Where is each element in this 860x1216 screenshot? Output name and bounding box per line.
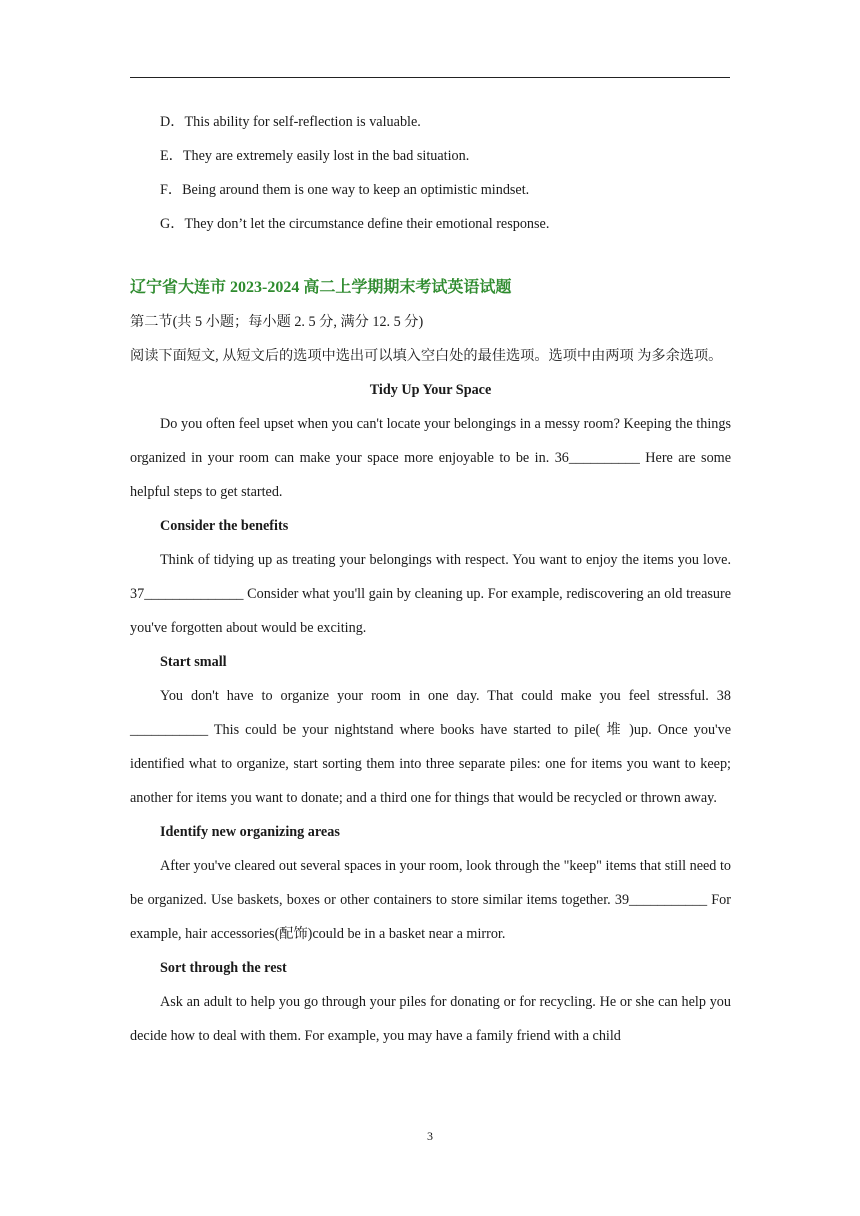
passage-intro: Do you often feel upset when you can't locate your belongings in a messy room? Keeping the things organized in your room can make your space more enjoyable to be in. 36__________ Here are some helpful steps to get started. (130, 416, 731, 500)
page-number: 3 (427, 1129, 433, 1143)
section-heading: Start small (160, 654, 227, 670)
section-paragraph: After you've cleared out several spaces in your room, look through the "keep" items that still need to be organized. Use baskets, boxes or other containers to store similar items together. 39___________ For example, hair accessories(配饰)could be in a basket near a mirror. (130, 858, 731, 942)
option-f: F．Being around them is one way to keep an optimistic mindset. (160, 182, 530, 198)
section-paragraph: You don't have to organize your room in one day. That could make you feel stressful. 38 ___________ This could be your nightstand where books have started to pile( 堆 )up. Once you've identified what to organize, start sorting them into three separate piles: one for items you want to keep; another for items you want to donate; and a third one for things that would be recycled or thrown away. (130, 688, 731, 806)
option-d: D．This ability for self-reflection is valuable. (160, 114, 421, 130)
section-paragraph: Ask an adult to help you go through your piles for donating or for recycling. He or she can help you decide how to deal with them. For example, you may have a family friend with a child (130, 994, 731, 1044)
section-heading: Sort through the rest (160, 960, 287, 976)
passage-title: Tidy Up Your Space (369, 382, 492, 398)
section-title: 辽宁省大连市 2023-2024 高二上学期期末考试英语试题 (130, 279, 512, 296)
section-subtitle: 第二节(共 5 小题；每小题 2. 5 分, 满分 12. 5 分) (130, 314, 424, 330)
instructions: 阅读下面短文, 从短文后的选项中选出可以填入空白处的最佳选项。选项中由两项 为多余选项。 (130, 348, 723, 364)
section-heading: Consider the benefits (160, 518, 289, 534)
section-paragraph: Think of tidying up as treating your belongings with respect. You want to enjoy the items you love. 37______________ Consider what you'll gain by cleaning up. For example, rediscovering an old treasure you've forgotten about would be exciting. (130, 552, 731, 636)
page-content (130, 105, 731, 1053)
header-rule (130, 77, 730, 78)
section-heading: Identify new organizing areas (160, 824, 340, 840)
option-e: E．They are extremely easily lost in the bad situation. (160, 148, 470, 164)
option-g: G．They don’t let the circumstance define their emotional response. (160, 216, 550, 232)
